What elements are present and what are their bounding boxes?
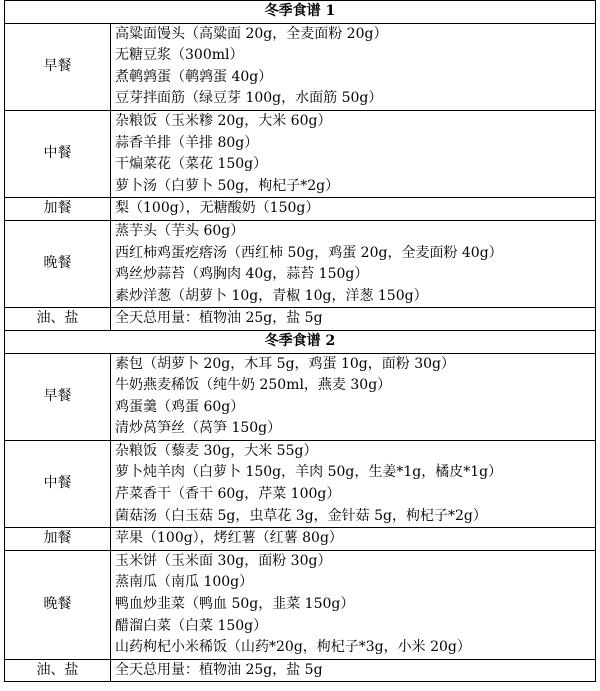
dish-line: 清炒莴笋丝（莴笋 150g） bbox=[115, 420, 282, 437]
meal-label: 油、盐 bbox=[5, 308, 111, 331]
menu-title: 冬季食谱 1 bbox=[5, 1, 596, 24]
meal-row bbox=[5, 308, 596, 331]
meal-row bbox=[5, 440, 596, 527]
meal-items bbox=[111, 23, 596, 110]
meal-items bbox=[111, 353, 596, 440]
meal-label: 中餐 bbox=[5, 110, 111, 197]
meal-label: 油、盐 bbox=[5, 659, 111, 682]
dish-line: 素包（胡萝卜 20g，木耳 5g，鸡蛋 10g，面粉 30g） bbox=[115, 355, 455, 372]
menu-title-row bbox=[5, 330, 596, 353]
meal-items bbox=[111, 110, 596, 197]
meal-label: 中餐 bbox=[5, 440, 111, 527]
dish-line: 无糖豆浆（300ml） bbox=[115, 47, 244, 64]
dish-line: 素炒洋葱（胡萝卜 10g，青椒 10g，洋葱 150g） bbox=[115, 287, 428, 304]
dish-line: 醋溜白菜（白菜 150g） bbox=[115, 617, 268, 634]
dish-line: 萝卜汤（白萝卜 50g，枸杞子*2g） bbox=[115, 177, 340, 194]
meal-items bbox=[111, 528, 596, 551]
meal-label: 早餐 bbox=[5, 353, 111, 440]
dish-line: 西红柿鸡蛋疙瘩汤（西红柿 50g，鸡蛋 20g，全麦面粉 40g） bbox=[115, 244, 503, 261]
meal-row bbox=[5, 198, 596, 221]
dish-line: 萝卜炖羊肉（白萝卜 150g，羊肉 50g，生姜*1g，橘皮*1g） bbox=[115, 464, 503, 481]
menu-table bbox=[4, 0, 596, 682]
dish-line: 煮鹌鹑蛋（鹌鹑蛋 40g） bbox=[115, 68, 273, 85]
dish-line: 牛奶燕麦稀饭（纯牛奶 250ml，燕麦 30g） bbox=[115, 377, 392, 394]
meal-row bbox=[5, 220, 596, 307]
meal-row bbox=[5, 110, 596, 197]
dish-line: 杂粮饭（玉米糁 20g，大米 60g） bbox=[115, 112, 332, 129]
meal-row bbox=[5, 550, 596, 659]
dish-line: 蒸芋头（芋头 60g） bbox=[115, 222, 245, 239]
meal-items bbox=[111, 440, 596, 527]
dish-line: 豆芽拌面筋（绿豆芽 100g，水面筋 50g） bbox=[115, 90, 383, 107]
meal-row bbox=[5, 528, 596, 551]
dish-line: 鸡丝炒蒜苔（鸡胸肉 40g，蒜苔 150g） bbox=[115, 266, 369, 283]
dish-line: 鸡蛋羹（鸡蛋 60g） bbox=[115, 398, 245, 415]
meal-row bbox=[5, 353, 596, 440]
dish-line: 杂粮饭（藜麦 30g，大米 55g） bbox=[115, 442, 318, 459]
meal-items bbox=[111, 198, 596, 221]
meal-items bbox=[111, 550, 596, 659]
dish-line: 玉米饼（玉米面 30g，面粉 30g） bbox=[115, 552, 332, 569]
menu-title-row bbox=[5, 1, 596, 24]
meal-label: 加餐 bbox=[5, 198, 111, 221]
dish-line: 干煸菜花（菜花 150g） bbox=[115, 156, 268, 173]
meal-label: 早餐 bbox=[5, 23, 111, 110]
meal-items bbox=[111, 220, 596, 307]
dish-line: 鸭血炒韭菜（鸭血 50g，韭菜 150g） bbox=[115, 596, 355, 613]
dish-line: 菌菇汤（白玉菇 5g，虫草花 3g，金针菇 5g，枸杞子*2g） bbox=[115, 507, 487, 524]
meal-row bbox=[5, 23, 596, 110]
menu-table-body bbox=[5, 1, 596, 682]
dish-line: 山药枸杞小米稀饭（山药*20g，枸杞子*3g，小米 20g） bbox=[115, 639, 471, 656]
dish-line: 全天总用量：植物油 25g，盐 5g bbox=[115, 661, 323, 678]
dish-line: 蒜香羊排（羊排 80g） bbox=[115, 134, 259, 151]
menu-title: 冬季食谱 2 bbox=[5, 330, 596, 353]
meal-label: 加餐 bbox=[5, 528, 111, 551]
dish-line: 全天总用量：植物油 25g，盐 5g bbox=[115, 310, 323, 327]
meal-label: 晚餐 bbox=[5, 550, 111, 659]
dish-line: 苹果（100g），烤红薯（红薯 80g） bbox=[115, 530, 343, 547]
dish-line: 蒸南瓜（南瓜 100g） bbox=[115, 574, 254, 591]
dish-line: 芹菜香干（香干 60g，芹菜 100g） bbox=[115, 486, 341, 503]
dish-line: 梨（100g），无糖酸奶（150g） bbox=[115, 200, 320, 217]
meal-items bbox=[111, 659, 596, 682]
meal-items bbox=[111, 308, 596, 331]
meal-row bbox=[5, 659, 596, 682]
dish-line: 高粱面馒头（高粱面 20g，全麦面粉 20g） bbox=[115, 25, 388, 42]
meal-label: 晚餐 bbox=[5, 220, 111, 307]
